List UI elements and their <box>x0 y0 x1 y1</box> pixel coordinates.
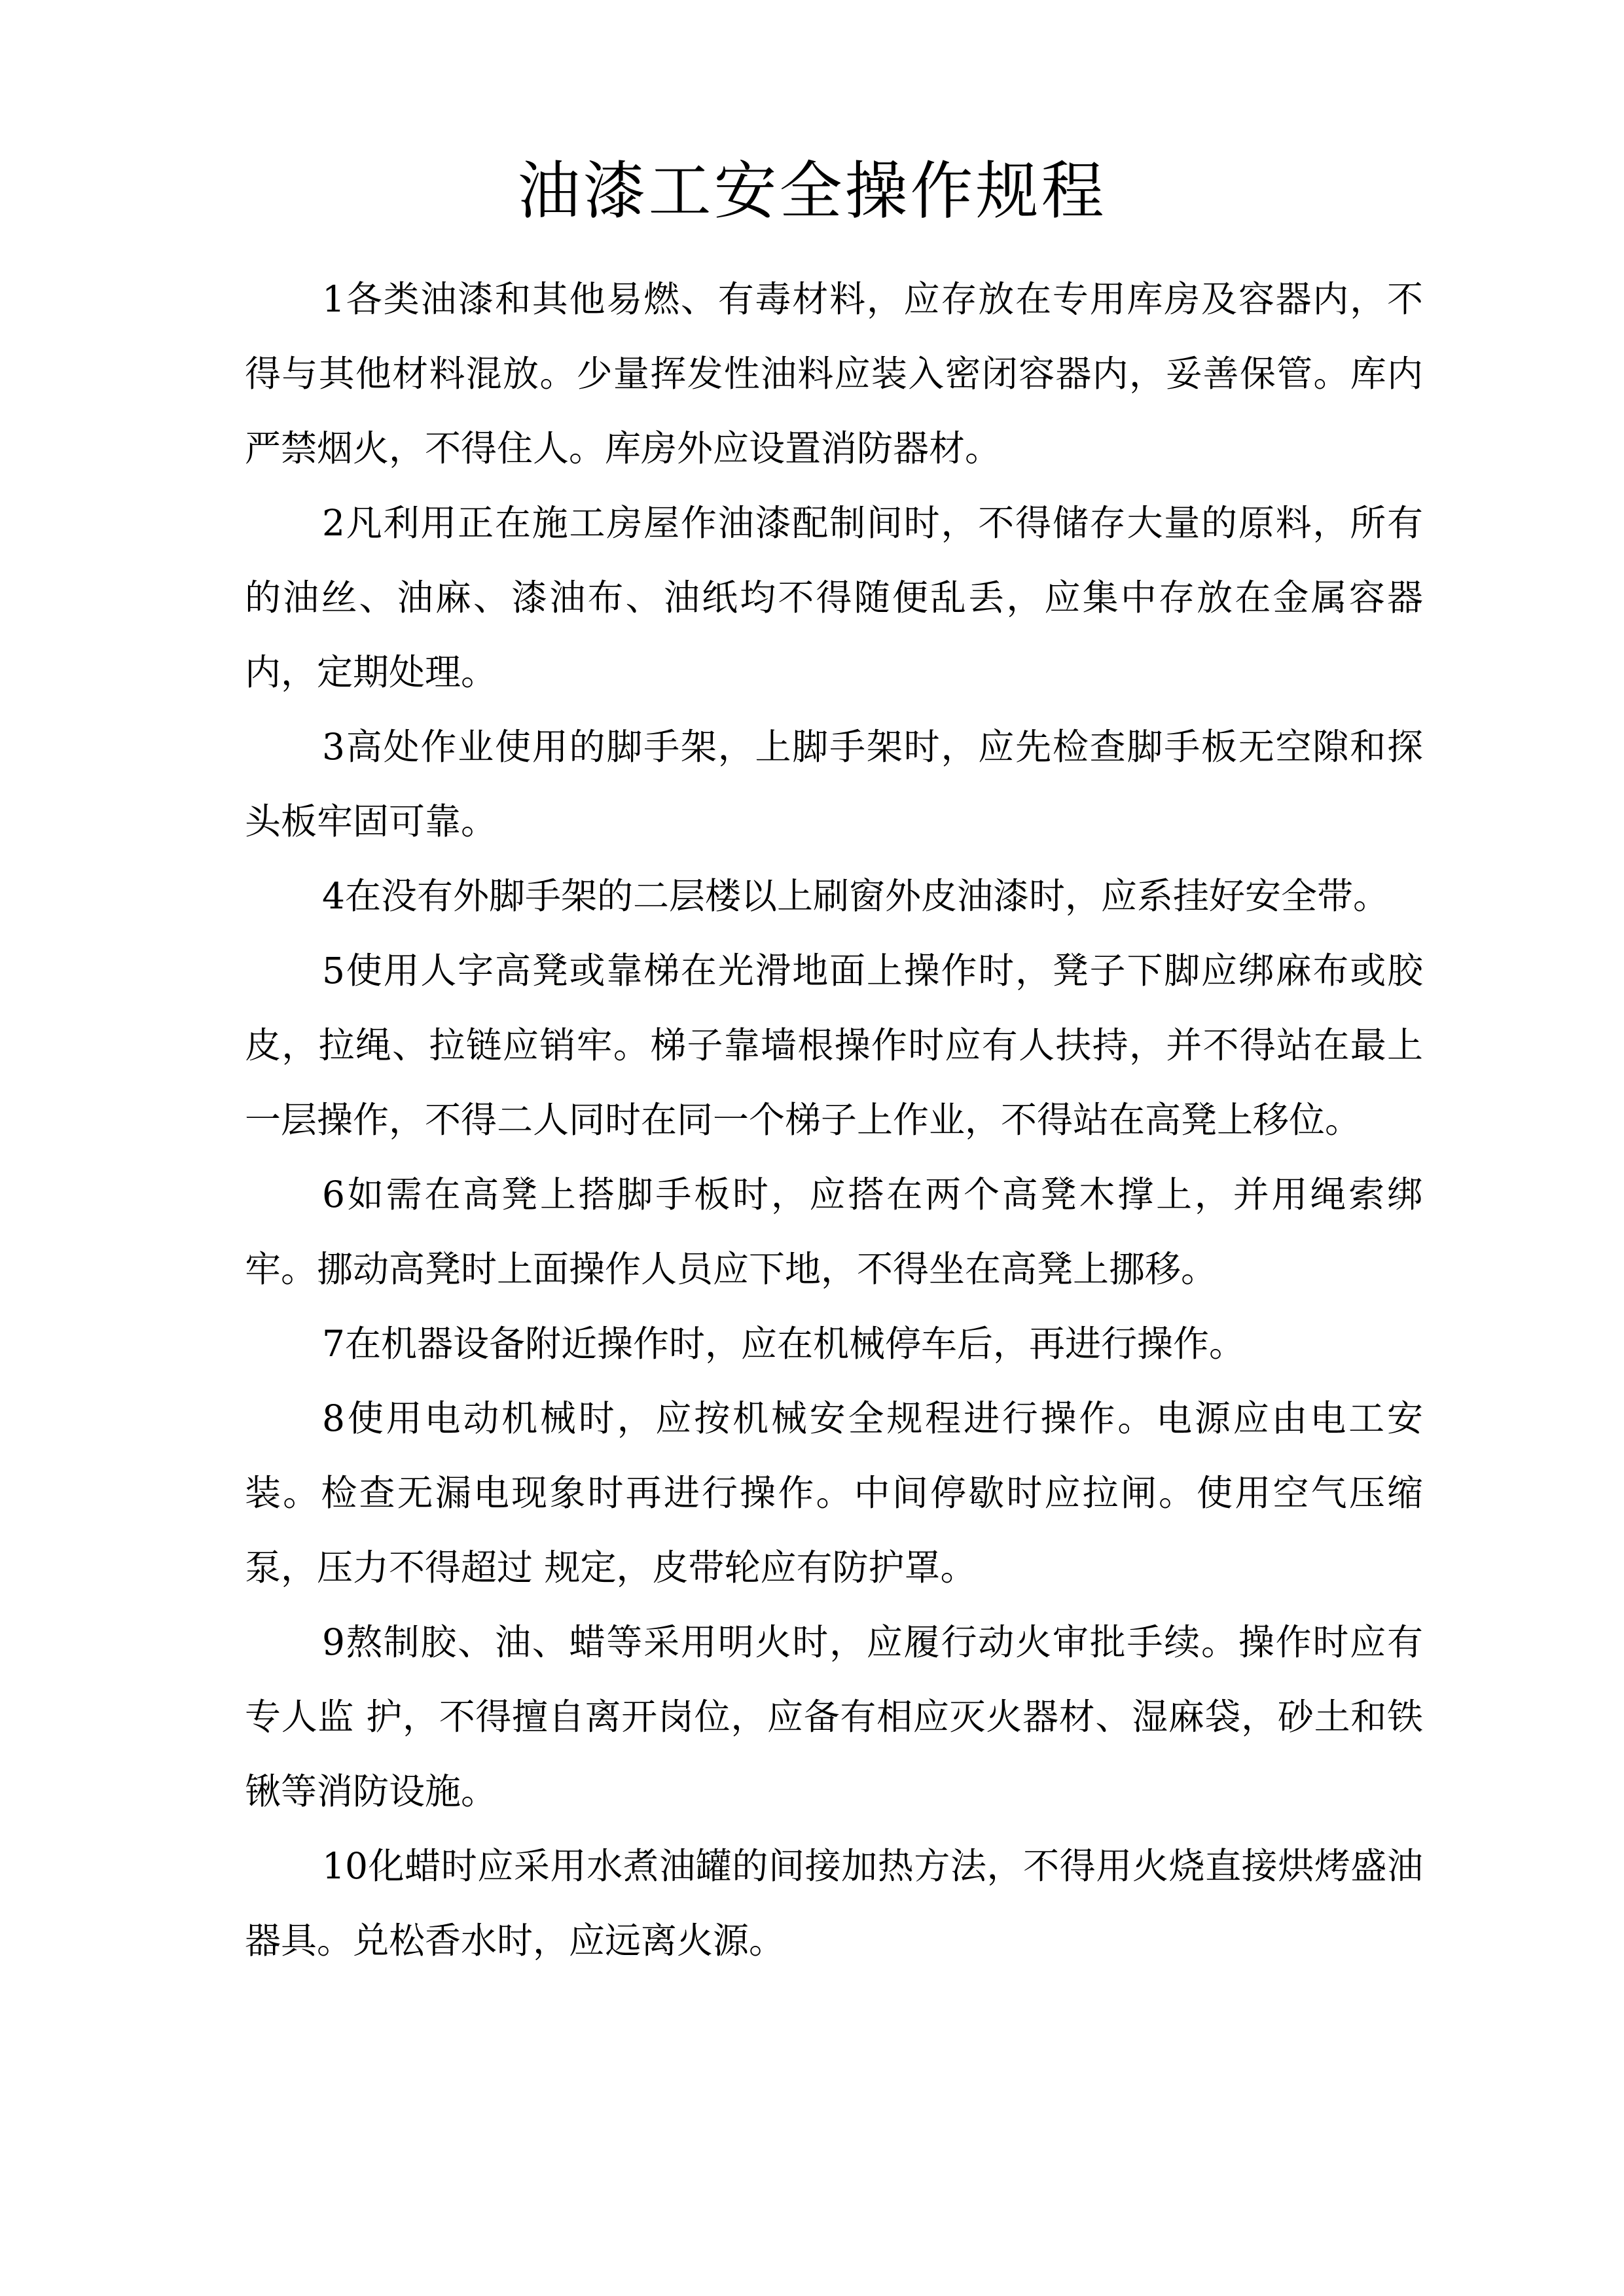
rule-paragraph-3: 3高处作业使用的脚手架，上脚手架时，应先检查脚手板无空隙和探头板牢固可靠。 <box>245 726 1423 842</box>
rule-paragraph-6: 6如需在高凳上搭脚手板时，应搭在两个高凳木撑上，并用绳索绑牢。挪动高凳时上面操作人员应下地，不得坐在高凳上挪移。 <box>245 1174 1423 1290</box>
rule-paragraph-10: 10化蜡时应采用水煮油罐的间接加热方法，不得用火烧直接烘烤盛油器具。兑松香水时，应远离火源。 <box>245 1845 1423 1962</box>
document-body <box>245 262 1423 1978</box>
rule-paragraph-2: 2凡利用正在施工房屋作油漆配制间时，不得储存大量的原料，所有的油丝、油麻、漆油布、油纸均不得随便乱丢，应集中存放在金属容器内，定期处理。 <box>245 502 1423 693</box>
rule-paragraph-5: 5使用人字高凳或靠梯在光滑地面上操作时，凳子下脚应绑麻布或胶皮，拉绳、拉链应销牢。梯子靠墙根操作时应有人扶持，并不得站在最上一层操作，不得二人同时在同一个梯子上作业，不得站在高凳上移位。 <box>245 950 1423 1141</box>
rule-paragraph-9: 9熬制胶、油、蜡等采用明火时，应履行动火审批手续。操作时应有专人监 护，不得擅自离开岗位，应备有相应灭火器材、湿麻袋，砂土和铁锹等消防设施。 <box>245 1621 1423 1812</box>
rule-paragraph-7: 7在机器设备附近操作时，应在机械停车后，再进行操作。 <box>322 1323 1245 1365</box>
document-title: 油漆工安全操作规程 <box>517 154 1107 228</box>
rule-paragraph-1: 1各类油漆和其他易燃、有毒材料，应存放在专用库房及容器内，不得与其他材料混放。少量挥发性油料应装入密闭容器内，妥善保管。库内严禁烟火，不得住人。库房外应设置消防器材。 <box>245 278 1423 469</box>
rule-paragraph-4: 4在没有外脚手架的二层楼以上刷窗外皮油漆时，应系挂好安全带。 <box>322 875 1389 917</box>
rule-paragraph-8: 8使用电动机械时，应按机械安全规程进行操作。电源应由电工安装。检查无漏电现象时再进行操作。中间停歇时应拉闸。使用空气压缩泵，压力不得超过 规定，皮带轮应有防护罩。 <box>245 1397 1423 1588</box>
